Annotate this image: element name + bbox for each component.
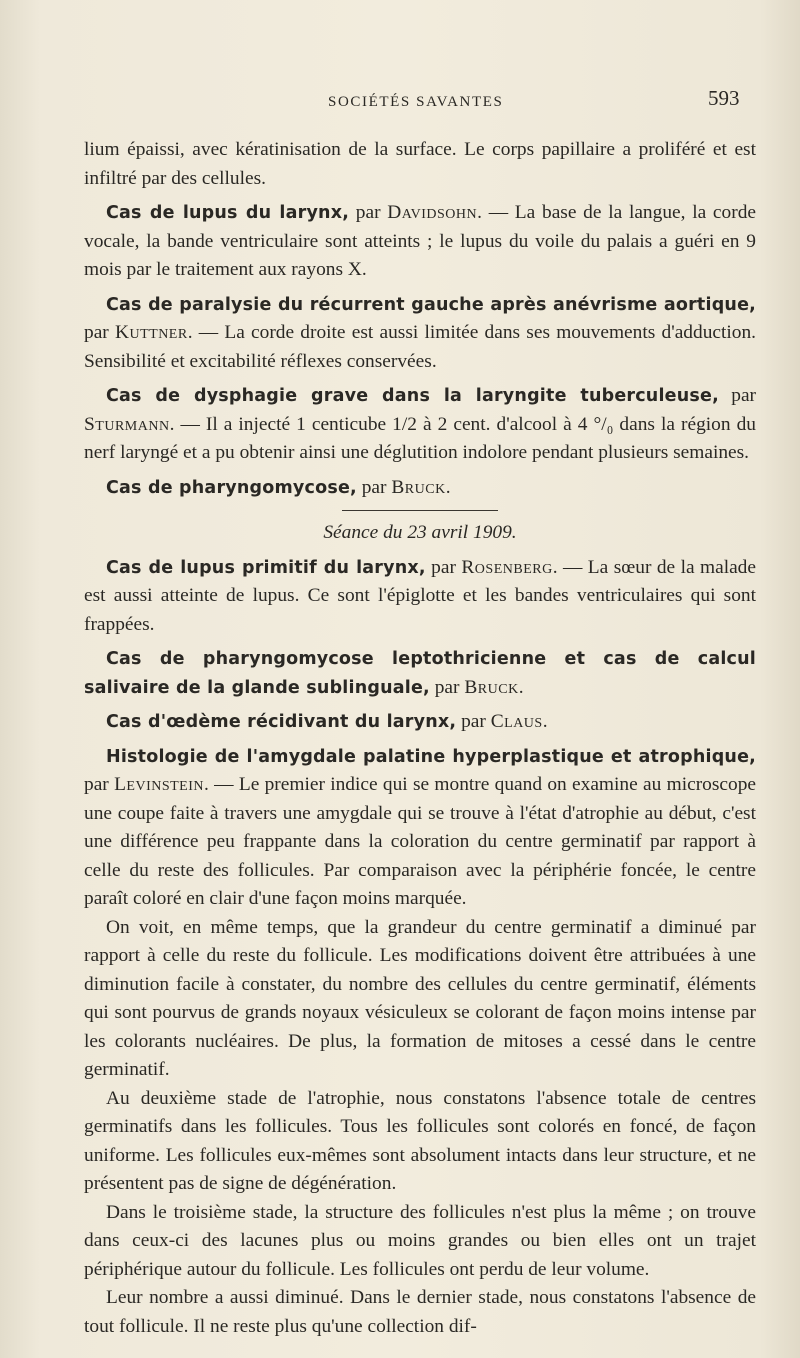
entry-author: Levinstein xyxy=(114,774,205,795)
entry-author: Sturmann xyxy=(84,413,170,435)
entry-title: Cas d'œdème récidivant du larynx, xyxy=(106,712,457,732)
entry-title: Cas de dysphagie grave dans la laryngite tuberculeuse, xyxy=(106,386,719,406)
entry-kuttner: Cas de paralysie du récurrent gauche après anévrisme aortique, par Kuttner. — La corde droite est aussi limitée dans ses mouvements d'adduction. Sensibilité et excitabilité réflexes conservées. xyxy=(84,294,757,372)
entry-davidsohn: Cas de lupus du larynx, par Davidsohn. — La base de la langue, la corde vocale, la bande ventriculaire sont atteints ; le lupus du voile du palais a guéri en 9 mois par le traitement aux rayons X. xyxy=(84,202,756,280)
page-number: 593 xyxy=(708,86,740,110)
entry-sturmann: Cas de dysphagie grave dans la laryngite tuberculeuse, par Sturmann. — Il a injecté 1 centicube 1/2 à 2 cent. d'alcool à 4 °/₀ dans la région du nerf laryngé et a pu obtenir ainsi une déglutition indolore pendant plusieurs semaines. xyxy=(84,385,757,463)
entry-text: . — Il a injecté 1 centicube 1/2 à 2 cent. d'alcool à 4 °/₀ dans la région du nerf laryngé et a pu obtenir ainsi une déglutition indolore pendant plusieurs semaines. xyxy=(84,413,756,463)
entry-title: Cas de lupus du larynx, xyxy=(106,203,350,223)
entry-levinstein: Histologie de l'amygdale palatine hyperplastique et atrophique, par Levinstein. — Le premier indice qui se montre quand on examine au microscope une coupe faite à travers une amygdale qui se trouve à l'état d'atrophie au début, c'est une différence peu frappante dans la coloration du centre germinatif par rapport à celle du reste des follicules. Par comparaison avec la périphérie foncée, le centre paraît coloré en clair d'une façon moins marquée. xyxy=(84,746,756,909)
entry-title: Cas de pharyngomycose leptothricienne et cas de calcul salivaire de la glande sublinguale, xyxy=(84,649,756,698)
paragraph: On voit, en même temps, que la grandeur du centre germinatif a diminué par rapport à celle du reste du follicule. Les modifications doivent être attribuées à une diminution facile à constater, du nombre des cellules du centre germinatif, éléments qui sont pourvus de grands noyaux vésiculeux se colorant de façon moins intense par les colorants nucléaires. De plus, la formation de mitoses a cessé dans le centre germinatif. xyxy=(84,916,756,1080)
paragraph: Dans le troisième stade, la structure des follicules n'est plus la même ; on trouve dans ceux-ci des lacunes plus ou moins grandes ou bien elles ont un trajet périphérique autour du follicule. Les follicules ont perdu de leur volume. xyxy=(84,1201,756,1280)
entry-title: Histologie de l'amygdale palatine hyperplastique et atrophique, xyxy=(106,746,756,767)
paragraph: Au deuxième stade de l'atrophie, nous constatons l'absence totale de centres germinatifs dans les follicules. Tous les follicules sont colorés en foncé, de façon uniforme. Les follicules eux-mêmes sont absolument intacts dans leur structure, et ne présentent pas de signe de dégénération. xyxy=(84,1087,756,1194)
entry-text: . xyxy=(445,476,451,498)
entry-rosenberg: Cas de lupus primitif du larynx, par Rosenberg. — La sœur de la malade est aussi atteinte de lupus. Ce sont l'épiglotte et les bandes ventriculaires qui sont frappées. xyxy=(84,556,756,635)
running-head: SOCIÉTÉS SAVANTES xyxy=(328,94,504,110)
entry-author: Kuttner xyxy=(114,322,188,343)
entry-text: . xyxy=(518,676,524,698)
entry-title: Cas de lupus primitif du larynx, xyxy=(106,557,426,578)
entry-text: . — La corde droite est aussi limitée dans ses mouvements d'adduction. Sensibilité et excitabilité réflexes conservées. xyxy=(84,322,757,372)
entry-author: Rosenberg xyxy=(461,556,553,578)
continuation-paragraph: lium épaissi, avec kératinisation de la surface. Le corps papillaire a proliféré et est infiltré par des cellules. xyxy=(84,139,756,189)
entry-author: Bruck xyxy=(464,676,519,698)
entry-author: Davidsohn xyxy=(387,202,478,223)
entry-claus: Cas d'œdème récidivant du larynx, par Claus. xyxy=(106,711,548,732)
body-text xyxy=(84,136,756,1341)
entry-bruck-2: Cas de pharyngomycose leptothricienne et cas de calcul salivaire de la glande sublinguale, par Bruck. xyxy=(84,649,756,698)
entry-text: . xyxy=(542,711,548,732)
session-heading: Séance du 23 avril 1909. xyxy=(323,522,517,543)
entry-title: Cas de pharyngomycose, xyxy=(106,477,357,498)
entry-author: Claus xyxy=(490,711,543,732)
entry-text: . — La base de la langue, la corde vocale, la bande ventriculaire sont atteints ; le lupus du voile du palais a guéri en 9 mois par le traitement aux rayons X. xyxy=(84,202,756,280)
section-divider xyxy=(342,510,498,511)
entry-bruck-1: Cas de pharyngomycose, par Bruck. xyxy=(106,476,451,498)
page-header xyxy=(0,86,800,116)
entry-title: Cas de paralysie du récurrent gauche après anévrisme aortique, xyxy=(106,294,756,315)
entry-text: . — Le premier indice qui se montre quand on examine au microscope une coupe faite à travers une amygdale qui se trouve à l'état d'atrophie au début, c'est une différence peu frappante dans la coloration du centre germinatif par rapport à celle du reste des follicules. Par comparaison avec la périphérie foncée, le centre paraît coloré en clair d'une façon moins marquée. xyxy=(84,774,756,909)
entry-text: . — La sœur de la malade est aussi atteinte de lupus. Ce sont l'épiglotte et les bandes ventriculaires qui sont frappées. xyxy=(84,556,756,635)
paragraph: Leur nombre a aussi diminué. Dans le dernier stade, nous constatons l'absence de tout follicule. Il ne reste plus qu'une collection dif- xyxy=(84,1287,756,1337)
entry-author: Bruck xyxy=(391,476,446,498)
